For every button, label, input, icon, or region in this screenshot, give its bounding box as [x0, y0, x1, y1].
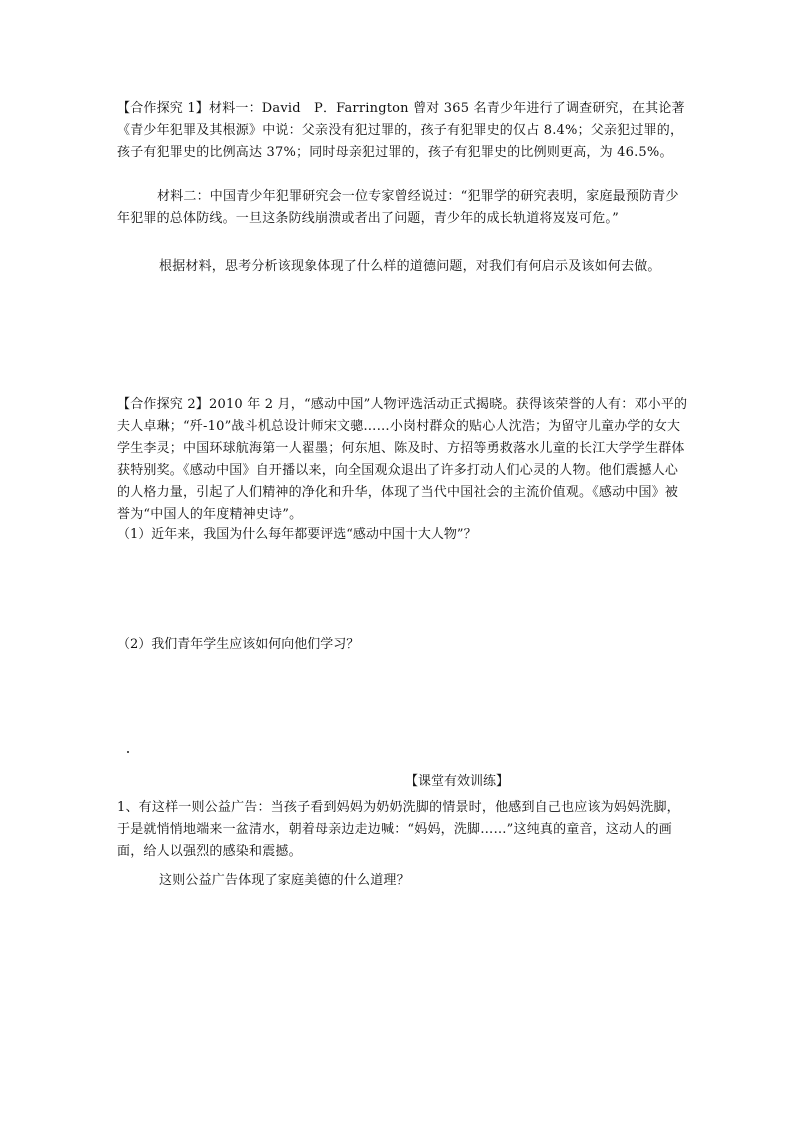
section1-material1: 【合作探究 1】材料一：David P．Farrington 曾对 365 名青少年进行了调查研究，在其论著《青少年犯罪及其根源》中说：父亲没有犯过罪的，孩子有犯罪史的仅占 8.4%；父亲犯过罪的，孩子有犯罪史的比例高达 37%；同时母亲犯过罪的，孩子有犯罪史的比例则更高，为 46.5%。 [117, 101, 685, 160]
section2-material: 【合作探究 2】2010 年 2 月，“感动中国”人物评选活动正式揭晓。获得该荣誉的人有：邓小平的夫人卓琳；“歼-10”战斗机总设计师宋文骢……小岗村群众的贴心人沈浩；为留守儿童办学的女大学生李灵；中国环球航海第一人翟墨；何东旭、陈及时、方招等勇救落水儿童的长江大学学生群体获特别奖。《感动中国》自开播以来，向全国观众退出了许多打动人们心灵的人物。他们震撼人心的人格力量，引起了人们精神的净化和升华，体现了当代中国社会的主流价值观。《感动中国》被誉为“中国人的年度精神史诗”。 [117, 397, 688, 522]
stray-dot [127, 751, 129, 753]
section1-question: 根据材料，思考分析该现象体现了什么样的道德问题，对我们有何启示及该如何去做。 [159, 259, 661, 274]
section3-heading: 【课堂有效训练】 [404, 774, 509, 789]
section2-question-1: （1）近年来，我国为什么每年都要评选“感动中国十大人物”？ [117, 527, 477, 542]
section1-material2: 材料二：中国青少年犯罪研究会一位专家曾经说过：“犯罪学的研究表明，家庭最预防青少年犯罪的总体防线。一旦这条防线崩溃或者出了问题，青少年的成长轨道将岌岌可危。” [117, 189, 679, 226]
section3-item-1: 1、有这样一则公益广告：当孩子看到妈妈为奶奶洗脚的情景时，他感到自己也应该为妈妈洗脚，于是就悄悄地端来一盆清水，朝着母亲边走边喊：“妈妈，洗脚……”这纯真的童音，这动人的画面，给人以强烈的感染和震撼。 [117, 800, 680, 859]
section3-item-1-question: 这则公益广告体现了家庭美德的什么道理？ [159, 873, 410, 888]
section2-question-2: （2）我们青年学生应该如何向他们学习？ [117, 637, 360, 652]
